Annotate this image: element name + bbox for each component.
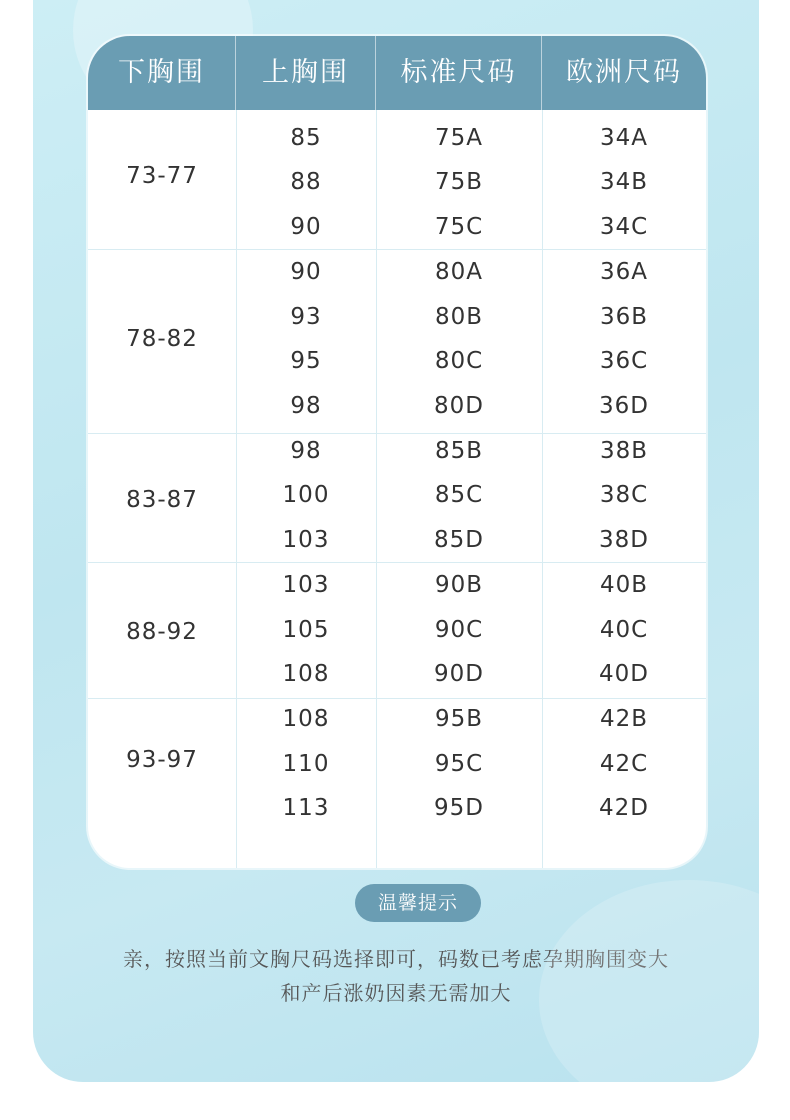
table-row [236,786,706,830]
upper-bust-value: 98 [290,393,322,419]
european-size-value: 42C [599,751,649,777]
header-under-bust: 下胸围 [88,36,236,110]
european-size-value: 34A [599,125,648,151]
standard-size-value: 80C [434,348,484,374]
under-bust-range: 93-97 [126,747,198,773]
european-size-value: 36D [599,393,649,419]
upper-bust-value: 93 [290,304,322,330]
upper-bust-value: 95 [290,348,322,374]
european-size-value: 34B [599,169,649,195]
table-row [236,563,706,607]
standard-size-value: 75C [434,214,484,240]
upper-bust-value: 103 [282,527,330,553]
european-size-value: 36B [599,304,649,330]
european-size-value: 40B [599,572,649,598]
standard-size-value: 90C [434,617,484,643]
table-row [236,205,706,249]
upper-bust-value: 108 [282,661,330,687]
european-size-value: 40C [599,617,649,643]
table-row [236,250,706,294]
standard-size-value: 80D [434,393,484,419]
table-row [236,116,706,160]
european-size-value: 38D [599,527,649,553]
european-size-value: 40D [599,661,649,687]
table-row [236,295,706,339]
table-row [236,160,706,204]
european-size-value: 36A [599,259,648,285]
tip-line-1: 亲，按照当前文胸尺码选择即可，码数已考虑孕期胸围变大 [123,947,669,971]
standard-size-value: 85C [434,482,484,508]
european-size-value: 42D [599,795,649,821]
upper-bust-value: 90 [290,214,322,240]
upper-bust-value: 103 [282,572,330,598]
european-size-value: 42B [599,706,649,732]
european-size-value: 36C [599,348,649,374]
upper-bust-value: 105 [282,617,330,643]
upper-bust-value: 90 [290,259,322,285]
upper-bust-value: 88 [290,169,322,195]
tip-text [93,942,699,1010]
standard-size-value: 75A [434,125,483,151]
upper-bust-value: 100 [282,482,330,508]
table-row [236,652,706,696]
standard-size-value: 85D [434,527,484,553]
upper-bust-value: 110 [282,751,330,777]
table-row [236,518,706,562]
table-row [236,339,706,383]
european-size-value: 34C [599,214,649,240]
under-bust-range: 88-92 [126,619,198,645]
upper-bust-value: 98 [290,438,322,464]
upper-bust-value: 113 [282,795,330,821]
table-row [236,384,706,428]
upper-bust-value: 85 [290,125,322,151]
under-bust-range: 78-82 [126,326,198,352]
european-size-value: 38B [599,438,649,464]
standard-size-value: 90D [434,661,484,687]
header-standard-size: 标准尺码 [376,36,542,110]
tip-badge: 温馨提示 [355,884,481,922]
standard-size-value: 95D [434,795,484,821]
background-panel [33,0,759,1082]
header-upper-bust: 上胸围 [236,36,376,110]
under-bust-range: 73-77 [126,163,198,189]
under-bust-range: 83-87 [126,487,198,513]
table-row [236,608,706,652]
table-row [236,697,706,741]
table-row [236,742,706,786]
header-european-size: 欧洲尺码 [566,57,682,88]
size-chart-table [88,36,706,868]
standard-size-value: 75B [434,169,484,195]
tip-line-2: 和产后涨奶因素无需加大 [280,981,512,1005]
standard-size-value: 85B [434,438,484,464]
standard-size-value: 90B [434,572,484,598]
standard-size-value: 95C [434,751,484,777]
upper-bust-value: 108 [282,706,330,732]
table-header [88,36,706,110]
standard-size-value: 80A [434,259,483,285]
standard-size-value: 95B [434,706,484,732]
standard-size-value: 80B [434,304,484,330]
european-size-value: 38C [599,482,649,508]
table-row [236,429,706,473]
table-row [236,473,706,517]
